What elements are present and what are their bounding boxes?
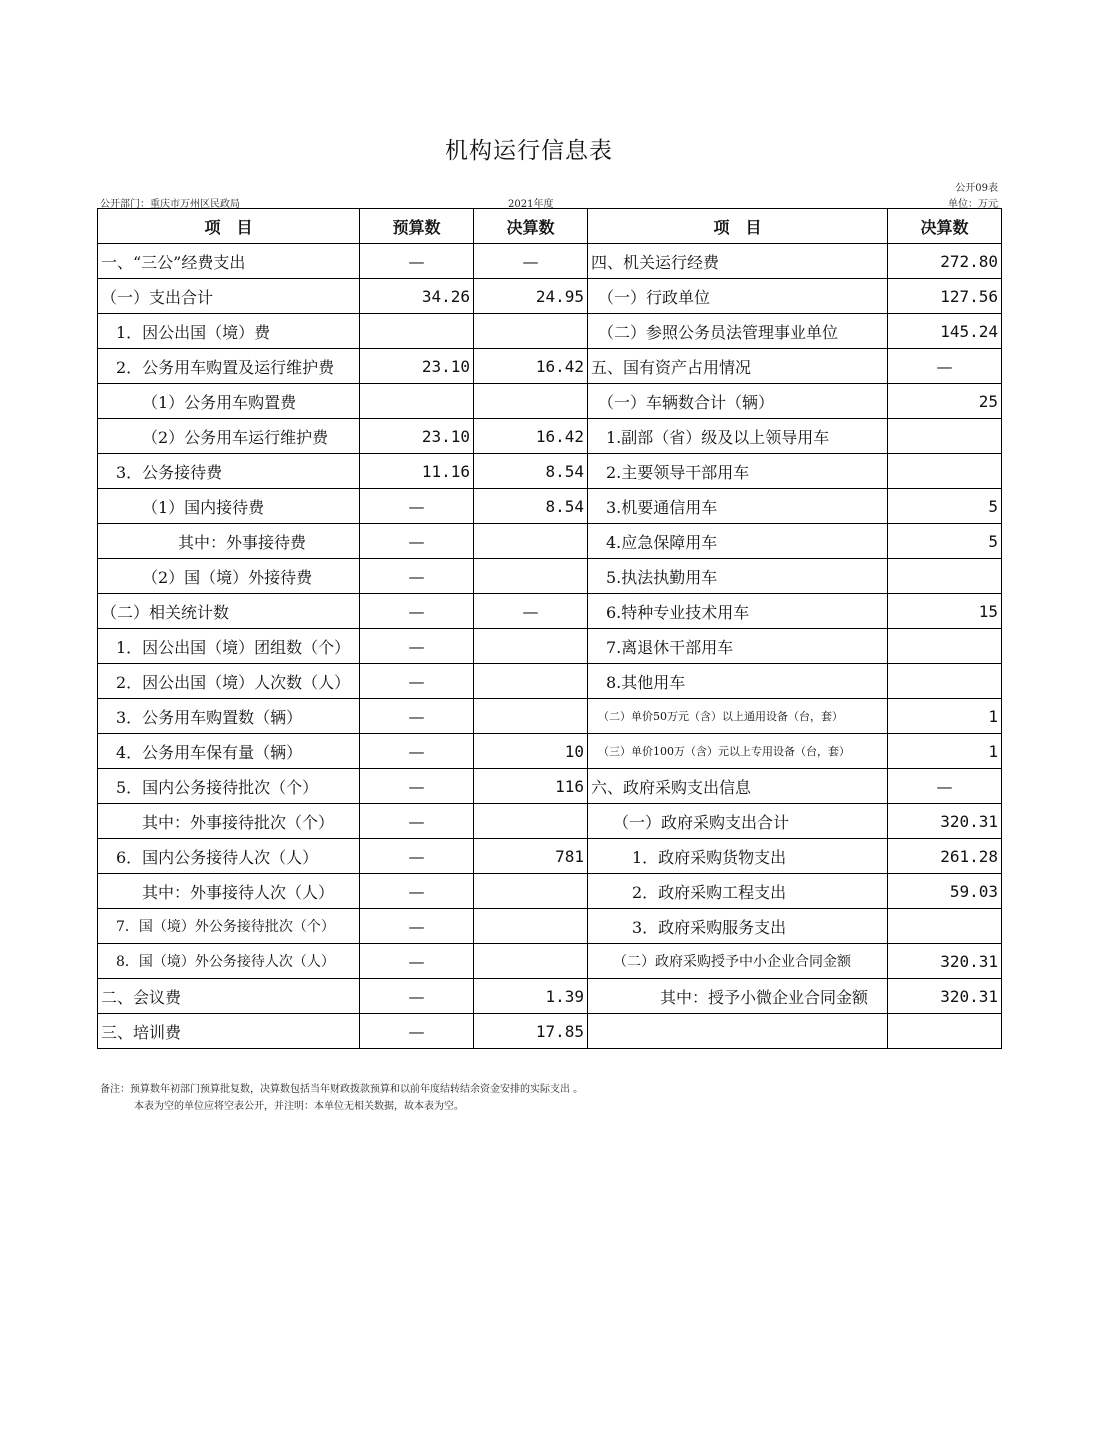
left-item-cell: 其中：外事接待费 — [98, 524, 360, 559]
budget-cell: — — [360, 909, 474, 944]
budget-cell: — — [360, 734, 474, 769]
table-row — [98, 279, 1002, 314]
right-item-cell: 6.特种专业技术用车 — [588, 594, 888, 629]
right-final-cell: 261.28 — [888, 839, 1002, 874]
budget-cell: 11.16 — [360, 454, 474, 489]
table-row — [98, 454, 1002, 489]
final-cell: 16.42 — [474, 349, 588, 384]
left-item-cell: 3．公务用车购置数（辆） — [98, 699, 360, 734]
header-row — [98, 209, 1002, 244]
budget-cell: — — [360, 944, 474, 979]
table-row — [98, 594, 1002, 629]
final-cell — [474, 664, 588, 699]
final-cell: 1.39 — [474, 979, 588, 1014]
left-item-cell: 8．国（境）外公务接待人次（人） — [98, 944, 360, 979]
header-right-final: 决算数 — [888, 209, 1002, 244]
left-item-cell: （1）公务用车购置费 — [98, 384, 360, 419]
right-final-cell — [888, 664, 1002, 699]
budget-cell: — — [360, 559, 474, 594]
budget-cell: 23.10 — [360, 349, 474, 384]
right-item-cell: （一）车辆数合计（辆） — [588, 384, 888, 419]
budget-cell: — — [360, 699, 474, 734]
table-row — [98, 314, 1002, 349]
table-row — [98, 909, 1002, 944]
right-final-cell: 127.56 — [888, 279, 1002, 314]
final-cell — [474, 629, 588, 664]
left-item-cell: 6．国内公务接待人次（人） — [98, 839, 360, 874]
table-row — [98, 839, 1002, 874]
right-item-cell: （三）单价100万（含）元以上专用设备（台，套） — [588, 734, 888, 769]
right-item-cell: 其中：授予小微企业合同金额 — [588, 979, 888, 1014]
final-cell: 16.42 — [474, 419, 588, 454]
table-row — [98, 769, 1002, 804]
right-item-cell: 2．政府采购工程支出 — [588, 874, 888, 909]
right-final-cell: 272.80 — [888, 244, 1002, 279]
right-item-cell: （二）参照公务员法管理事业单位 — [588, 314, 888, 349]
left-item-cell: 其中：外事接待批次（个） — [98, 804, 360, 839]
right-final-cell: — — [888, 769, 1002, 804]
final-cell: — — [474, 594, 588, 629]
table-row — [98, 349, 1002, 384]
right-item-cell: 四、机关运行经费 — [588, 244, 888, 279]
final-cell — [474, 524, 588, 559]
final-cell — [474, 559, 588, 594]
left-item-cell: （二）相关统计数 — [98, 594, 360, 629]
final-cell: 8.54 — [474, 489, 588, 524]
right-item-cell: 5.执法执勤用车 — [588, 559, 888, 594]
left-item-cell: 1．因公出国（境）费 — [98, 314, 360, 349]
right-final-cell — [888, 454, 1002, 489]
final-cell: 10 — [474, 734, 588, 769]
right-item-cell: （一）行政单位 — [588, 279, 888, 314]
budget-cell: — — [360, 629, 474, 664]
right-item-cell: 五、国有资产占用情况 — [588, 349, 888, 384]
budget-cell — [360, 314, 474, 349]
form-code: 公开09表 — [955, 183, 998, 194]
final-cell: 781 — [474, 839, 588, 874]
right-final-cell: 145.24 — [888, 314, 1002, 349]
right-item-cell: 4.应急保障用车 — [588, 524, 888, 559]
final-cell — [474, 384, 588, 419]
right-final-cell: 15 — [888, 594, 1002, 629]
left-item-cell: （2）国（境）外接待费 — [98, 559, 360, 594]
final-cell: 116 — [474, 769, 588, 804]
table-row — [98, 979, 1002, 1014]
right-final-cell: 5 — [888, 524, 1002, 559]
right-final-cell: 1 — [888, 699, 1002, 734]
final-cell — [474, 909, 588, 944]
left-item-cell: 三、培训费 — [98, 1014, 360, 1049]
table-row — [98, 489, 1002, 524]
budget-cell — [360, 384, 474, 419]
right-item-cell: 1．政府采购货物支出 — [588, 839, 888, 874]
right-final-cell: 320.31 — [888, 804, 1002, 839]
right-final-cell: 59.03 — [888, 874, 1002, 909]
right-final-cell — [888, 419, 1002, 454]
table-row — [98, 734, 1002, 769]
budget-cell: — — [360, 769, 474, 804]
table-row — [98, 524, 1002, 559]
right-item-cell: 8.其他用车 — [588, 664, 888, 699]
left-item-cell: 2．公务用车购置及运行维护费 — [98, 349, 360, 384]
left-item-cell: 5．国内公务接待批次（个） — [98, 769, 360, 804]
table-row — [98, 244, 1002, 279]
budget-cell: 23.10 — [360, 419, 474, 454]
budget-cell: — — [360, 979, 474, 1014]
right-item-cell: 7.离退休干部用车 — [588, 629, 888, 664]
budget-cell: — — [360, 489, 474, 524]
budget-cell: — — [360, 594, 474, 629]
right-item-cell: （一）政府采购支出合计 — [588, 804, 888, 839]
page-title: 机构运行信息表 — [445, 138, 613, 164]
right-item-cell: （二）单价50万元（含）以上通用设备（台，套） — [588, 699, 888, 734]
right-final-cell: — — [888, 349, 1002, 384]
header-final: 决算数 — [474, 209, 588, 244]
right-final-cell — [888, 629, 1002, 664]
left-item-cell: 2．因公出国（境）人次数（人） — [98, 664, 360, 699]
table-row — [98, 804, 1002, 839]
final-cell: — — [474, 244, 588, 279]
budget-cell: — — [360, 874, 474, 909]
right-final-cell — [888, 909, 1002, 944]
department-label: 公开部门：重庆市万州区民政局 — [100, 199, 240, 210]
right-item-cell: 3.机要通信用车 — [588, 489, 888, 524]
left-item-cell: 3．公务接待费 — [98, 454, 360, 489]
year-label: 2021年度 — [508, 199, 554, 210]
table-row — [98, 874, 1002, 909]
right-final-cell — [888, 1014, 1002, 1049]
right-final-cell: 25 — [888, 384, 1002, 419]
right-item-cell — [588, 1014, 888, 1049]
budget-cell: — — [360, 804, 474, 839]
right-item-cell: 六、政府采购支出信息 — [588, 769, 888, 804]
left-item-cell: 其中：外事接待人次（人） — [98, 874, 360, 909]
budget-cell: — — [360, 1014, 474, 1049]
header-left-item: 项 目 — [98, 209, 360, 244]
budget-cell: — — [360, 664, 474, 699]
header-budget: 预算数 — [360, 209, 474, 244]
budget-cell: — — [360, 524, 474, 559]
budget-cell: — — [360, 839, 474, 874]
table-row — [98, 419, 1002, 454]
table-row — [98, 944, 1002, 979]
unit-label: 单位：万元 — [948, 199, 998, 210]
final-cell — [474, 944, 588, 979]
table-row — [98, 384, 1002, 419]
budget-cell: — — [360, 244, 474, 279]
right-final-cell: 320.31 — [888, 979, 1002, 1014]
left-item-cell: 二、会议费 — [98, 979, 360, 1014]
final-cell: 17.85 — [474, 1014, 588, 1049]
footnote: 备注：预算数年初部门预算批复数，决算数包括当年财政拨款预算和以前年度结转结余资金安排的实际支出 。 — [100, 1084, 584, 1095]
table-row — [98, 559, 1002, 594]
right-final-cell — [888, 559, 1002, 594]
right-item-cell: 1.副部（省）级及以上领导用车 — [588, 419, 888, 454]
right-item-cell: 2.主要领导干部用车 — [588, 454, 888, 489]
final-cell — [474, 874, 588, 909]
table-row — [98, 699, 1002, 734]
final-cell — [474, 804, 588, 839]
budget-cell: 34.26 — [360, 279, 474, 314]
right-final-cell: 1 — [888, 734, 1002, 769]
report-table — [97, 208, 1002, 1049]
table-row — [98, 664, 1002, 699]
footnote: 本表为空的单位应将空表公开，并注明：本单位无相关数据，故本表为空。 — [134, 1101, 464, 1112]
left-item-cell: （2）公务用车运行维护费 — [98, 419, 360, 454]
table-row — [98, 1014, 1002, 1049]
final-cell — [474, 314, 588, 349]
left-item-cell: 4．公务用车保有量（辆） — [98, 734, 360, 769]
header-right-item: 项 目 — [588, 209, 888, 244]
left-item-cell: （1）国内接待费 — [98, 489, 360, 524]
right-item-cell: 3．政府采购服务支出 — [588, 909, 888, 944]
left-item-cell: 7．国（境）外公务接待批次（个） — [98, 909, 360, 944]
right-final-cell: 5 — [888, 489, 1002, 524]
left-item-cell: 1．因公出国（境）团组数（个） — [98, 629, 360, 664]
final-cell: 8.54 — [474, 454, 588, 489]
final-cell — [474, 699, 588, 734]
left-item-cell: （一）支出合计 — [98, 279, 360, 314]
table-row — [98, 629, 1002, 664]
right-final-cell: 320.31 — [888, 944, 1002, 979]
left-item-cell: 一、“三公”经费支出 — [98, 244, 360, 279]
final-cell: 24.95 — [474, 279, 588, 314]
right-item-cell: （二）政府采购授予中小企业合同金额 — [588, 944, 888, 979]
